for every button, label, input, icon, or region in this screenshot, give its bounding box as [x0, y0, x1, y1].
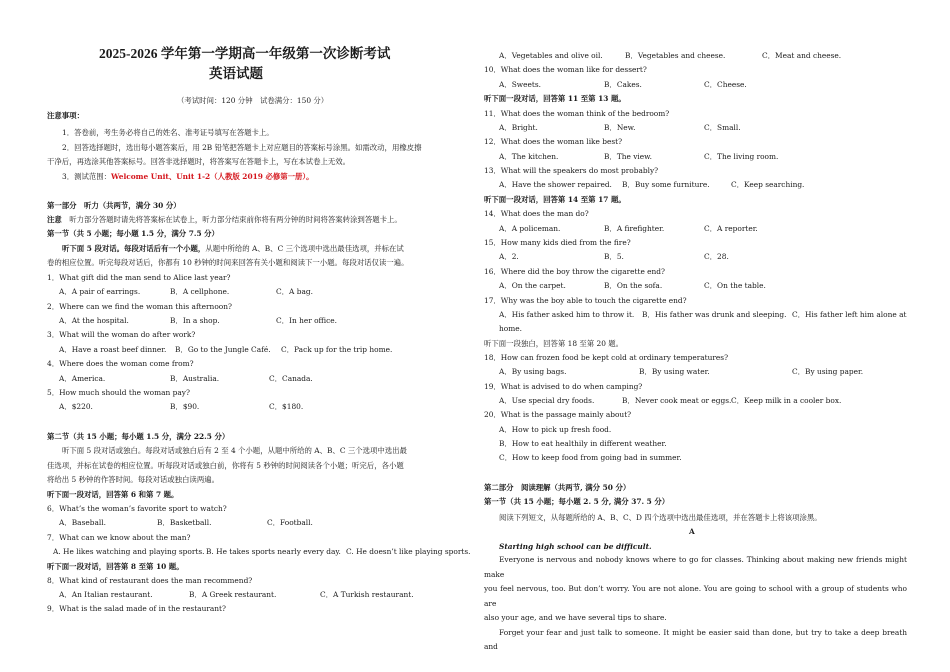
- q3-stem: 3．What will the woman do after work?: [47, 330, 196, 339]
- group-q11: 听下面一段对话，回答第 11 至第 13 题。: [484, 94, 626, 103]
- q13-option-b[interactable]: B．Buy some furniture.: [622, 180, 710, 189]
- q1-stem: 1．What gift did the man send to Alice last year?: [47, 273, 231, 282]
- q19-option-c[interactable]: C．Keep milk in a cooler box.: [731, 396, 842, 405]
- sec2-instr-b: 佳选项，并标在试卷的相应位置。听每段对话或独白前，你将有 5 秒钟的时间阅读各个小题；听完后，各小题: [47, 461, 404, 470]
- note-2a: 2．回答选择题时，选出每小题答案后，用 2B 铅笔把答题卡上对应题目的答案标号涂黑。如需改动，用橡皮擦: [62, 143, 422, 152]
- q4-option-b[interactable]: B．Australia.: [170, 374, 220, 383]
- q12-option-c[interactable]: C．The living room.: [704, 152, 779, 161]
- note-3-prefix: 3．测试范围：: [62, 172, 112, 181]
- q9-option-c[interactable]: C．Meat and cheese.: [762, 51, 842, 60]
- q4-option-c[interactable]: C．Canada.: [269, 374, 313, 383]
- part1-note-label: 注意: [47, 215, 62, 224]
- q10-stem: 10．What does the woman like for dessert?: [484, 65, 647, 74]
- q11-option-b[interactable]: B．New.: [604, 123, 636, 132]
- q18-option-b[interactable]: B．By using water.: [639, 367, 710, 376]
- passage-line-2: you feel nervous, too. But don’t worry. You are not alone. You are going to school with a group of students who are: [484, 584, 907, 608]
- part2-instr: 阅读下列短文，从每题所给的 A、B、C、D 四个选项中选出最佳选项，并在答题卡上将该项涂黑。: [499, 513, 822, 522]
- q4-option-a[interactable]: A．America.: [59, 374, 106, 383]
- q3-option-a[interactable]: A．Have a roast beef dinner.: [59, 345, 167, 354]
- q15-stem: 15．How many kids died from the fire?: [484, 238, 631, 247]
- q5-option-b[interactable]: B．$90.: [170, 402, 200, 411]
- sec1-title: 第一节（共 5 小题；每小题 1.5 分，满分 7.5 分）: [47, 229, 219, 238]
- q5-option-c[interactable]: C．$180.: [269, 402, 304, 411]
- q8-stem: 8．What kind of restaurant does the man recommend?: [47, 576, 253, 585]
- q11-stem: 11．What does the woman think of the bedroom?: [484, 109, 670, 118]
- q15-option-b[interactable]: B．5.: [604, 252, 624, 261]
- note-3: [62, 172, 314, 181]
- q19-stem: 19．What is advised to do when camping?: [484, 382, 643, 391]
- group-q18: 听下面一段独白，回答第 18 至第 20 题。: [484, 339, 624, 348]
- passage-line-1: Everyone is nervous and nobody knows where to go for classes. Thinking about making new friends might make: [484, 555, 907, 579]
- sec1-instr-bold: 听下面 5 段对话。每段对话后有一个小题，: [62, 244, 206, 253]
- q20-option-c[interactable]: C．How to keep food from going bad in summer.: [499, 453, 682, 462]
- q15-option-c[interactable]: C．28.: [704, 252, 729, 261]
- q11-option-a[interactable]: A．Bright.: [499, 123, 538, 132]
- passage-paragraph-1: [484, 553, 907, 655]
- q9-option-a[interactable]: A．Vegetables and olive oil.: [499, 51, 603, 60]
- group-q6: 听下面一段对话，回答第 6 和第 7 题。: [47, 490, 179, 499]
- q10-option-c[interactable]: C．Cheese.: [704, 80, 747, 89]
- passage-line-4: Forget your fear and just talk to someone. It might be easier said than done, but try to take a deep breath and: [484, 627, 907, 651]
- q5-option-a[interactable]: A．$220.: [59, 402, 93, 411]
- q7-option-c[interactable]: C. He doesn’t like playing sports.: [346, 547, 471, 556]
- q7-option-a[interactable]: A. He likes watching and playing sports.: [53, 547, 205, 556]
- passage-label: A: [689, 527, 695, 536]
- note-1: 1．答卷前，考生务必将自己的姓名、准考证号填写在答题卡上。: [62, 128, 274, 137]
- q8-option-a[interactable]: A．An Italian restaurant.: [59, 590, 153, 599]
- notes-heading: 注意事项：: [47, 111, 84, 120]
- q12-stem: 12．What does the woman like best?: [484, 137, 623, 146]
- part2-title: 第二部分 阅读理解（共两节, 满分 50 分）: [484, 483, 631, 492]
- part1-note: [47, 215, 402, 224]
- test-scope: Welcome Unit、Unit 1-2（人教版 2019 必修第一册）。: [111, 172, 314, 181]
- q16-option-a[interactable]: A．On the carpet.: [499, 281, 566, 290]
- q18-option-a[interactable]: A．By using bags.: [499, 367, 567, 376]
- q18-stem: 18．How can frozen food be kept cold at ordinary temperatures?: [484, 353, 729, 362]
- note-2b: 干净后，再选涂其他答案标号。回答非选择题时，将答案写在答题卡上，写在本试卷上无效。: [47, 157, 351, 166]
- q2-option-b[interactable]: B．In a shop.: [170, 316, 220, 325]
- q6-option-a[interactable]: A．Baseball.: [59, 518, 106, 527]
- sec1-instr-rest: 从题中所给的 A、B、C 三个选项中选出最佳选项，并标在试: [205, 244, 404, 253]
- q20-stem: 20．What is the passage mainly about?: [484, 410, 632, 419]
- sec1-instr-a: [62, 244, 404, 253]
- q18-option-c[interactable]: C．By using paper.: [792, 367, 864, 376]
- q13-stem: 13．What will the speakers do most probably?: [484, 166, 659, 175]
- sec2-title: 第二节（共 15 小题；每小题 1.5 分，满分 22.5 分）: [47, 432, 230, 441]
- part1-note-text: 听力部分答题时请先将答案标在试卷上，听力部分结束前你将有两分钟的时间将答案转涂到答题卡上。: [61, 215, 402, 224]
- q7-option-b[interactable]: B. He takes sports nearly every day.: [206, 547, 341, 556]
- q3-option-c[interactable]: C．Pack up for the trip home.: [281, 345, 393, 354]
- q6-option-b[interactable]: B．Basketball.: [157, 518, 212, 527]
- exam-subject: 英语试题: [209, 66, 263, 81]
- part1-title: 第一部分 听力（共两节，满分 30 分）: [47, 201, 181, 210]
- q20-option-b[interactable]: B．How to eat healthily in different weather.: [499, 439, 667, 448]
- q10-option-b[interactable]: B．Cakes.: [604, 80, 642, 89]
- q8-option-b[interactable]: B．A Greek restaurant.: [189, 590, 277, 599]
- q2-option-c[interactable]: C．In her office.: [276, 316, 338, 325]
- q17-stem: 17．Why was the boy able to touch the cigarette end?: [484, 296, 687, 305]
- group-q8: 听下面一段对话，回答第 8 至第 10 题。: [47, 562, 184, 571]
- q9-stem: 9．What is the salad made of in the restaurant?: [47, 604, 226, 613]
- q13-option-a[interactable]: A．Have the shower repaired.: [499, 180, 612, 189]
- q10-option-a[interactable]: A．Sweets.: [499, 80, 541, 89]
- passage-title: Starting high school can be difficult.: [499, 542, 652, 551]
- q16-stem: 16．Where did the boy throw the cigarette end?: [484, 267, 665, 276]
- q1-option-b[interactable]: B．A cellphone.: [170, 287, 230, 296]
- q8-option-c[interactable]: C．A Turkish restaurant.: [320, 590, 414, 599]
- q14-option-a[interactable]: A．A policeman.: [499, 224, 561, 233]
- q17-option-c-cont: home.: [499, 324, 522, 333]
- q1-option-a[interactable]: A．A pair of earrings.: [59, 287, 141, 296]
- q14-option-b[interactable]: B．A firefighter.: [604, 224, 665, 233]
- q12-option-a[interactable]: A．The kitchen.: [499, 152, 559, 161]
- q9-option-b[interactable]: B．Vegetables and cheese.: [625, 51, 726, 60]
- sec2-instr-a: 听下面 5 段对话或独白。每段对话或独白后有 2 至 4 个小题，从题中所给的 A、B、C 三个选项中选出最: [62, 446, 407, 455]
- q14-option-c[interactable]: C．A reporter.: [704, 224, 758, 233]
- q2-option-a[interactable]: A．At the hospital.: [59, 316, 129, 325]
- q19-option-a[interactable]: A．Use special dry foods.: [499, 396, 595, 405]
- q1-option-c[interactable]: C．A bag.: [276, 287, 313, 296]
- q19-option-b[interactable]: B．Never cook meat or eggs.: [622, 396, 732, 405]
- q20-option-a[interactable]: A．How to pick up fresh food.: [499, 425, 612, 434]
- q3-option-b[interactable]: B．Go to the Jungle Café.: [175, 345, 271, 354]
- q15-option-a[interactable]: A．2.: [499, 252, 519, 261]
- exam-title: 2025-2026 学年第一学期高一年级第一次诊断考试: [99, 46, 391, 61]
- part2-sec1-title: 第一节（共 15 小题；每小题 2. 5 分, 满分 37. 5 分）: [484, 497, 670, 506]
- q14-stem: 14．What does the man do?: [484, 209, 589, 218]
- q5-stem: 5．How much should the woman pay?: [47, 388, 190, 397]
- q4-stem: 4．Where does the woman come from?: [47, 359, 194, 368]
- q17-option-b[interactable]: B．His father was drunk and sleeping.: [642, 310, 787, 319]
- sec2-instr-c: 将给出 5 秒钟的作答时间。每段对话或独白读两遍。: [47, 475, 219, 484]
- q2-stem: 2．Where can we find the woman this afternoon?: [47, 302, 232, 311]
- q12-option-b[interactable]: B．The view.: [604, 152, 652, 161]
- q17-option-c[interactable]: C．His father left him alone at: [792, 310, 907, 319]
- q16-option-b[interactable]: B．On the sofa.: [604, 281, 663, 290]
- q6-stem: 6．What’s the woman’s favorite sport to watch?: [47, 504, 227, 513]
- q11-option-c[interactable]: C．Small.: [704, 123, 741, 132]
- q13-option-c[interactable]: C．Keep searching.: [731, 180, 805, 189]
- exam-meta: （考试时间：120 分钟 试卷满分：150 分）: [177, 96, 329, 105]
- sec1-instr-b: 卷的相应位置。听完每段对话后，你都有 10 秒钟的时间来回答有关小题和阅读下一小题。每段对话仅读一遍。: [47, 258, 409, 267]
- q7-stem: 7．What can we know about the man?: [47, 533, 191, 542]
- q17-option-a[interactable]: A．His father asked him to throw it.: [499, 310, 635, 319]
- q6-option-c[interactable]: C．Football.: [267, 518, 313, 527]
- passage-line-3: also your age, and we have several tips to share.: [484, 613, 667, 622]
- q16-option-c[interactable]: C．On the table.: [704, 281, 766, 290]
- group-q14: 听下面一段对话，回答第 14 至第 17 题。: [484, 195, 626, 204]
